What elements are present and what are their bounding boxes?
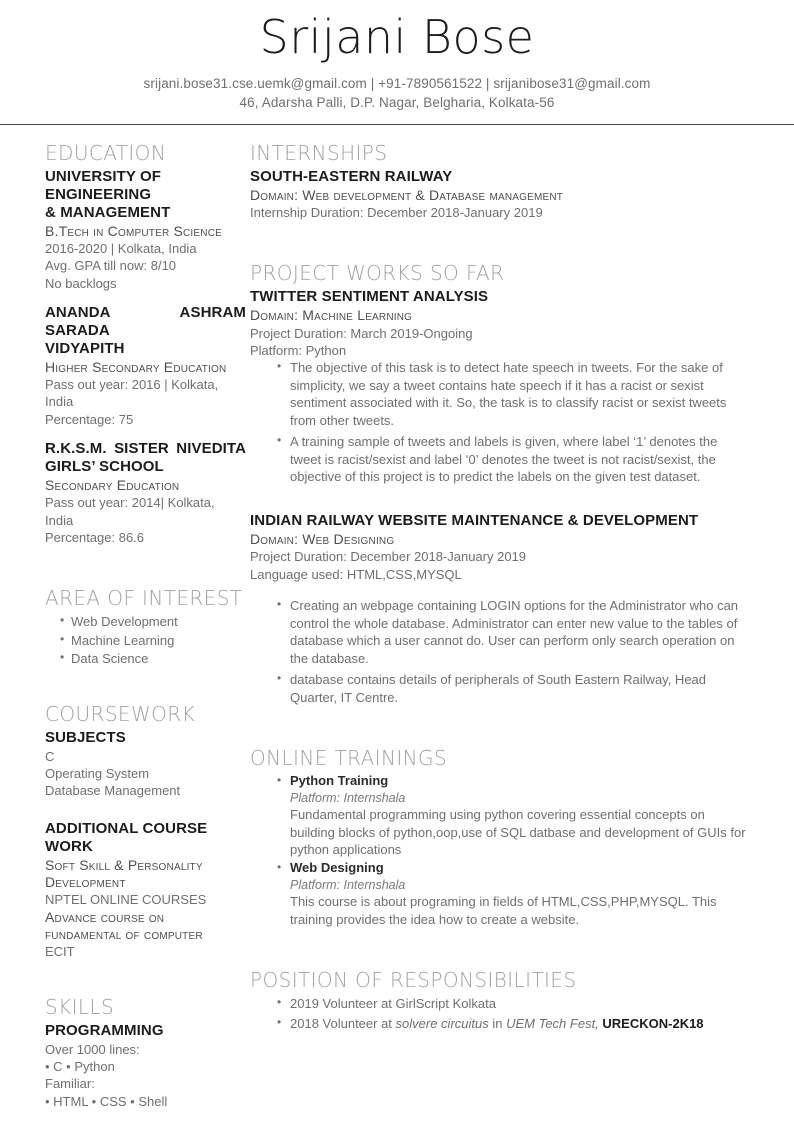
coursework-additional: [45, 820, 246, 961]
education-degree: Secondary Education: [45, 477, 180, 494]
project-domain: Domain: Web Designing: [250, 531, 395, 548]
responsibility-text: in: [488, 1015, 507, 1031]
section-education: [45, 141, 246, 547]
section-online-trainings: [250, 746, 749, 928]
education-detail: Percentage: 75: [45, 411, 134, 427]
section-title-responsibilities: POSITION OF RESPONSIBILITIES: [250, 968, 577, 993]
education-detail: No backlogs: [45, 275, 117, 291]
skill-line: Over 1000 lines:: [45, 1041, 140, 1057]
left-column: [0, 141, 246, 1130]
education-entry: [45, 304, 246, 428]
list-item: [290, 773, 749, 859]
education-detail: Percentage: 86.6: [45, 529, 145, 545]
project-bullets: [250, 359, 749, 486]
responsibility-text: 2019 Volunteer at GirlScript Kolkata: [290, 996, 496, 1012]
project-bullets: [250, 597, 749, 706]
list-item: [290, 860, 749, 928]
trainings-list: [250, 773, 749, 928]
right-column: [246, 141, 794, 1054]
responsibility-text: 2018 Volunteer at: [290, 1015, 396, 1031]
section-title-skills: SKILLS: [45, 994, 115, 1019]
list-item: • Creating an webpage containing LOGIN options for the Administrator who can control the whole database. Administrator can enter new value to the tables of database which a user cannot do. User can perform only search operation on the database.: [290, 597, 749, 667]
internship-domain: Domain: Web development & Database management: [250, 186, 564, 203]
project-detail: Platform: Python: [250, 342, 347, 358]
internship-duration: Internship Duration: December 2018-January 2019: [250, 205, 543, 220]
list-item: • database contains details of peripherals of South Eastern Railway, Head Quarter, IT Centre.: [290, 671, 749, 706]
education-school-name-line2: & MANAGEMENT: [45, 203, 171, 221]
education-detail: 2016-2020 | Kolkata, India: [45, 241, 197, 256]
responsibility-fest-name: UEM Tech Fest,: [506, 1015, 599, 1031]
education-entry: [45, 440, 246, 546]
subject-item: Operating System: [45, 766, 150, 782]
training-name: • Python Training: [290, 773, 389, 789]
project-entry: [250, 512, 749, 706]
project-detail: Project Duration: December 2018-January 2019: [250, 549, 527, 565]
education-school-name-line2: GIRLS’ SCHOOL: [45, 458, 164, 476]
section-title-coursework: COURSEWORK: [45, 701, 196, 726]
internship-entry: [250, 168, 749, 222]
section-title-online-trainings: ONLINE TRAININGS: [250, 746, 447, 771]
education-degree: B.Tech in Computer Science: [45, 222, 222, 239]
list-item: [290, 1015, 749, 1033]
section-projects: [250, 261, 749, 706]
programming-heading: PROGRAMMING: [45, 1021, 164, 1039]
subject-item: C: [45, 748, 55, 764]
resume-header: [0, 0, 794, 125]
skill-line: Familiar:: [45, 1076, 95, 1092]
project-detail: Language used: HTML,CSS,MYSQL: [250, 566, 462, 582]
project-name: INDIAN RAILWAY WEBSITE MAINTENANCE & DEVELOPMENT: [250, 512, 699, 530]
list-item: • Web Development: [71, 613, 246, 631]
education-degree: Higher Secondary Education: [45, 358, 227, 375]
subjects-heading: SUBJECTS: [45, 728, 126, 746]
list-item: • Machine Learning: [71, 632, 246, 650]
education-school-name-line1: R.K.S.M. SISTER NIVEDITA: [45, 440, 246, 458]
training-name: • Web Designing: [290, 860, 384, 876]
project-domain: Domain: Machine Learning: [250, 307, 413, 324]
project-entry: [250, 288, 749, 486]
section-title-internships: INTERNSHIPS: [250, 140, 388, 165]
section-internships: [250, 141, 749, 222]
education-school-name-line2: VIDYAPITH: [45, 339, 125, 357]
additional-coursework-item: Soft Skill & Personality: [45, 856, 203, 873]
section-title-projects: PROJECT WORKS SO FAR: [250, 261, 505, 286]
project-name: TWITTER SENTIMENT ANALYSIS: [250, 288, 489, 306]
responsibility-fest-code: URECKON-2K18: [598, 1015, 704, 1031]
list-item: • Data Science: [71, 650, 246, 668]
list-item: • A training sample of tweets and labels is given, where label ‘1’ denotes the tweet is racist/sexist and label ‘0’ denotes the tweet is not racist/sexist, the objective of this project is to predict the labels on the given test dataset.: [290, 433, 749, 486]
section-responsibilities: [250, 968, 749, 1033]
education-detail: Avg. GPA till now: 8/10: [45, 258, 177, 274]
education-entry: [45, 168, 246, 292]
section-area-of-interest: [45, 586, 246, 668]
education-detail: Pass out year: 2016 | Kolkata, India: [45, 377, 219, 410]
training-platform: Platform: Internshala: [290, 877, 406, 892]
training-platform: Platform: Internshala: [290, 791, 406, 806]
section-coursework: [45, 702, 246, 961]
list-item: • The objective of this task is to detect hate speech in tweets. For the sake of simplicity, we say a tweet contains hate speech if it has a racist or sexist sentiment associated with it. So, the task is to classify racist or sexist tweets from other tweets.: [290, 359, 749, 429]
additional-coursework-item: Development: [45, 874, 126, 891]
section-skills: [45, 995, 246, 1110]
internship-company: SOUTH-EASTERN RAILWAY: [250, 167, 453, 185]
training-description: This course is about programing in fields of HTML,CSS,PHP,MYSQL. This training provides the idea how to create a website.: [290, 894, 717, 927]
section-title-area-of-interest: AREA OF INTEREST: [45, 586, 243, 611]
education-school-name-line1: ANANDA ASHRAM SARADA: [45, 303, 246, 339]
section-title-education: EDUCATION: [45, 140, 167, 165]
additional-coursework-heading: ADDITIONAL COURSE WORK: [45, 819, 208, 855]
training-description: Fundamental programming using python covering essential concepts on building blocks of python,oop,use of SQL datbase and development of GUIs for python applications: [290, 807, 746, 858]
skill-line: • C • Python: [45, 1059, 115, 1075]
area-of-interest-list: [45, 613, 246, 668]
skill-line: • HTML • CSS • Shell: [45, 1093, 168, 1109]
resume-body: [0, 125, 794, 1130]
address-line: 46, Adarsha Palli, D.P. Nagar, Belgharia, Kolkata-56: [239, 95, 555, 111]
additional-coursework-item: ECIT: [45, 944, 75, 960]
subject-item: Database Management: [45, 783, 181, 799]
additional-coursework-item: fundamental of computer: [45, 926, 203, 943]
list-item: [290, 995, 749, 1013]
coursework-subjects: [45, 729, 246, 800]
education-school-name: [45, 168, 246, 222]
education-school-name-line1: UNIVERSITY OF ENGINEERING: [45, 167, 162, 203]
additional-coursework-item: NPTEL ONLINE COURSES: [45, 892, 207, 908]
contact-line: srijani.bose31.cse.uemk@gmail.com | +91-7890561522 | srijanibose31@gmail.com: [143, 75, 651, 91]
education-school-name: [45, 440, 246, 476]
additional-coursework-item: Advance course on: [45, 908, 165, 925]
education-detail: Pass out year: 2014| Kolkata, India: [45, 495, 215, 528]
page-title: Srijani Bose: [259, 10, 535, 64]
education-school-name: [45, 304, 246, 358]
responsibility-event-name: solvere circuitus: [395, 1015, 489, 1031]
responsibilities-list: [250, 995, 749, 1033]
project-detail: Project Duration: March 2019-Ongoing: [250, 325, 473, 341]
